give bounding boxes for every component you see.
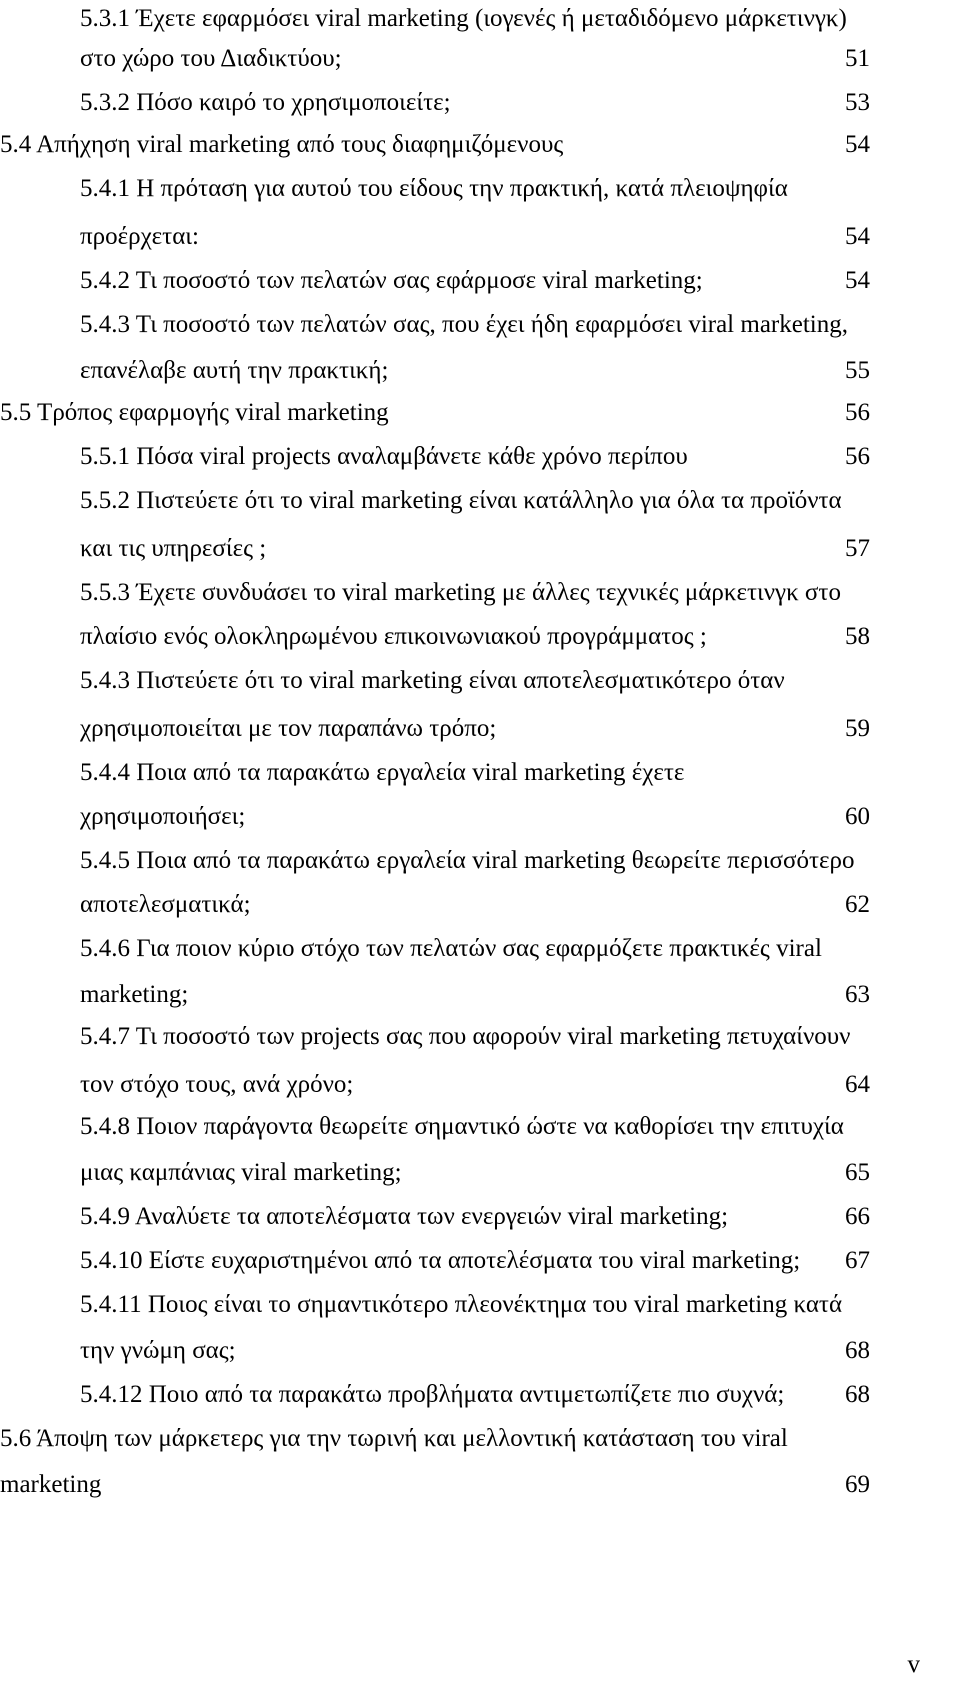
toc-entry-line: 5.4 Απήχηση viral marketing από τους διαφημιζόμενους: [0, 131, 564, 158]
toc-page-number: 60: [845, 803, 870, 830]
toc-page-number: 63: [845, 981, 870, 1008]
toc-entry-line: χρησιμοποιείται με τον παραπάνω τρόπο;: [80, 715, 497, 742]
toc-page-number: 66: [845, 1203, 870, 1230]
toc-entry-line: 5.5 Τρόπος εφαρμογής viral marketing: [0, 399, 389, 426]
toc-page-number: 54: [845, 131, 870, 158]
toc-entry-line: αποτελεσματικά;: [80, 891, 251, 918]
toc-entry-line: 5.6 Άποψη των μάρκετερς για την τωρινή και μελλοντική κατάσταση του viral: [0, 1425, 788, 1452]
toc-entry-line: 5.3.1 Έχετε εφαρμόσει viral marketing (ιογενές ή μεταδιδόμενο μάρκετινγκ): [80, 5, 847, 32]
toc-entry-line: και τις υπηρεσίες ;: [80, 535, 267, 562]
toc-entry-line: επανέλαβε αυτή την πρακτική;: [80, 357, 389, 384]
toc-entry-line: προέρχεται:: [80, 223, 199, 250]
toc-page-number: 59: [845, 715, 870, 742]
toc-entry-line: 5.4.9 Αναλύετε τα αποτελέσματα των ενεργειών viral marketing;: [80, 1203, 729, 1230]
toc-page-number: 56: [845, 443, 870, 470]
toc-page-number: 65: [845, 1159, 870, 1186]
toc-entry-line: 5.4.5 Ποια από τα παρακάτω εργαλεία viral marketing θεωρείτε περισσότερο: [80, 847, 855, 874]
toc-entry-line: 5.4.12 Ποιο από τα παρακάτω προβλήματα αντιμετωπίζετε πιο συχνά;: [80, 1381, 785, 1408]
toc-entry-line: 5.4.11 Ποιος είναι το σημαντικότερο πλεονέκτημα του viral marketing κατά: [80, 1291, 843, 1318]
toc-entry-line: στο χώρο του Διαδικτύου;: [80, 45, 342, 72]
toc-entry-line: marketing: [0, 1471, 102, 1498]
toc-entry-line: 5.4.3 Πιστεύετε ότι το viral marketing είναι αποτελεσματικότερο όταν: [80, 667, 785, 694]
toc-entry-line: 5.5.1 Πόσα viral projects αναλαμβάνετε κάθε χρόνο περίπου: [80, 443, 688, 470]
toc-entry-line: χρησιμοποιήσει;: [80, 803, 246, 830]
toc-page-number: 64: [845, 1071, 870, 1098]
toc-page-number: 57: [845, 535, 870, 562]
toc-entry-line: marketing;: [80, 981, 189, 1008]
toc-entry-line: 5.4.3 Τι ποσοστό των πελατών σας, που έχει ήδη εφαρμόσει viral marketing,: [80, 311, 848, 338]
toc-entry-line: τον στόχο τους, ανά χρόνο;: [80, 1071, 354, 1098]
toc-page-number: 62: [845, 891, 870, 918]
toc-entry-line: 5.5.3 Έχετε συνδυάσει το viral marketing με άλλες τεχνικές μάρκετινγκ στο: [80, 579, 841, 606]
toc-entry-line: 5.3.2 Πόσο καιρό το χρησιμοποιείτε;: [80, 89, 451, 116]
toc-page-number: 56: [845, 399, 870, 426]
toc-page-number: 55: [845, 357, 870, 384]
toc-entry-line: 5.5.2 Πιστεύετε ότι το viral marketing είναι κατάλληλο για όλα τα προϊόντα: [80, 487, 842, 514]
toc-entry-line: την γνώμη σας;: [80, 1337, 236, 1364]
toc-page-number: 51: [845, 45, 870, 72]
toc-page-number: 69: [845, 1471, 870, 1498]
toc-entry-line: 5.4.1 Η πρόταση για αυτού του είδους την πρακτική, κατά πλειοψηφία: [80, 175, 788, 202]
toc-entry-line: 5.4.4 Ποια από τα παρακάτω εργαλεία viral marketing έχετε: [80, 759, 685, 786]
toc-page-number: 53: [845, 89, 870, 116]
toc-entry-line: μιας καμπάνιας viral marketing;: [80, 1159, 402, 1186]
toc-page-number: 68: [845, 1381, 870, 1408]
toc-page-number: 67: [845, 1247, 870, 1274]
toc-entry-line: 5.4.7 Τι ποσοστό των projects σας που αφορούν viral marketing πετυχαίνουν: [80, 1023, 851, 1050]
toc-entry-line: 5.4.2 Τι ποσοστό των πελατών σας εφάρμοσε viral marketing;: [80, 267, 703, 294]
toc-page-number: 54: [845, 267, 870, 294]
toc-page-number: 54: [845, 223, 870, 250]
toc-page-number: 58: [845, 623, 870, 650]
toc-entry-line: 5.4.10 Είστε ευχαριστημένοι από τα αποτελέσματα του viral marketing;: [80, 1247, 801, 1274]
toc-entry-line: 5.4.8 Ποιον παράγοντα θεωρείτε σημαντικό ώστε να καθορίσει την επιτυχία: [80, 1113, 844, 1140]
toc-entry-line: 5.4.6 Για ποιον κύριο στόχο των πελατών σας εφαρμόζετε πρακτικές viral: [80, 935, 822, 962]
toc-page-number: 68: [845, 1337, 870, 1364]
footer-page-label: v: [907, 1651, 920, 1678]
toc-entry-line: πλαίσιο ενός ολοκληρωμένου επικοινωνιακού προγράμματος ;: [80, 623, 707, 650]
